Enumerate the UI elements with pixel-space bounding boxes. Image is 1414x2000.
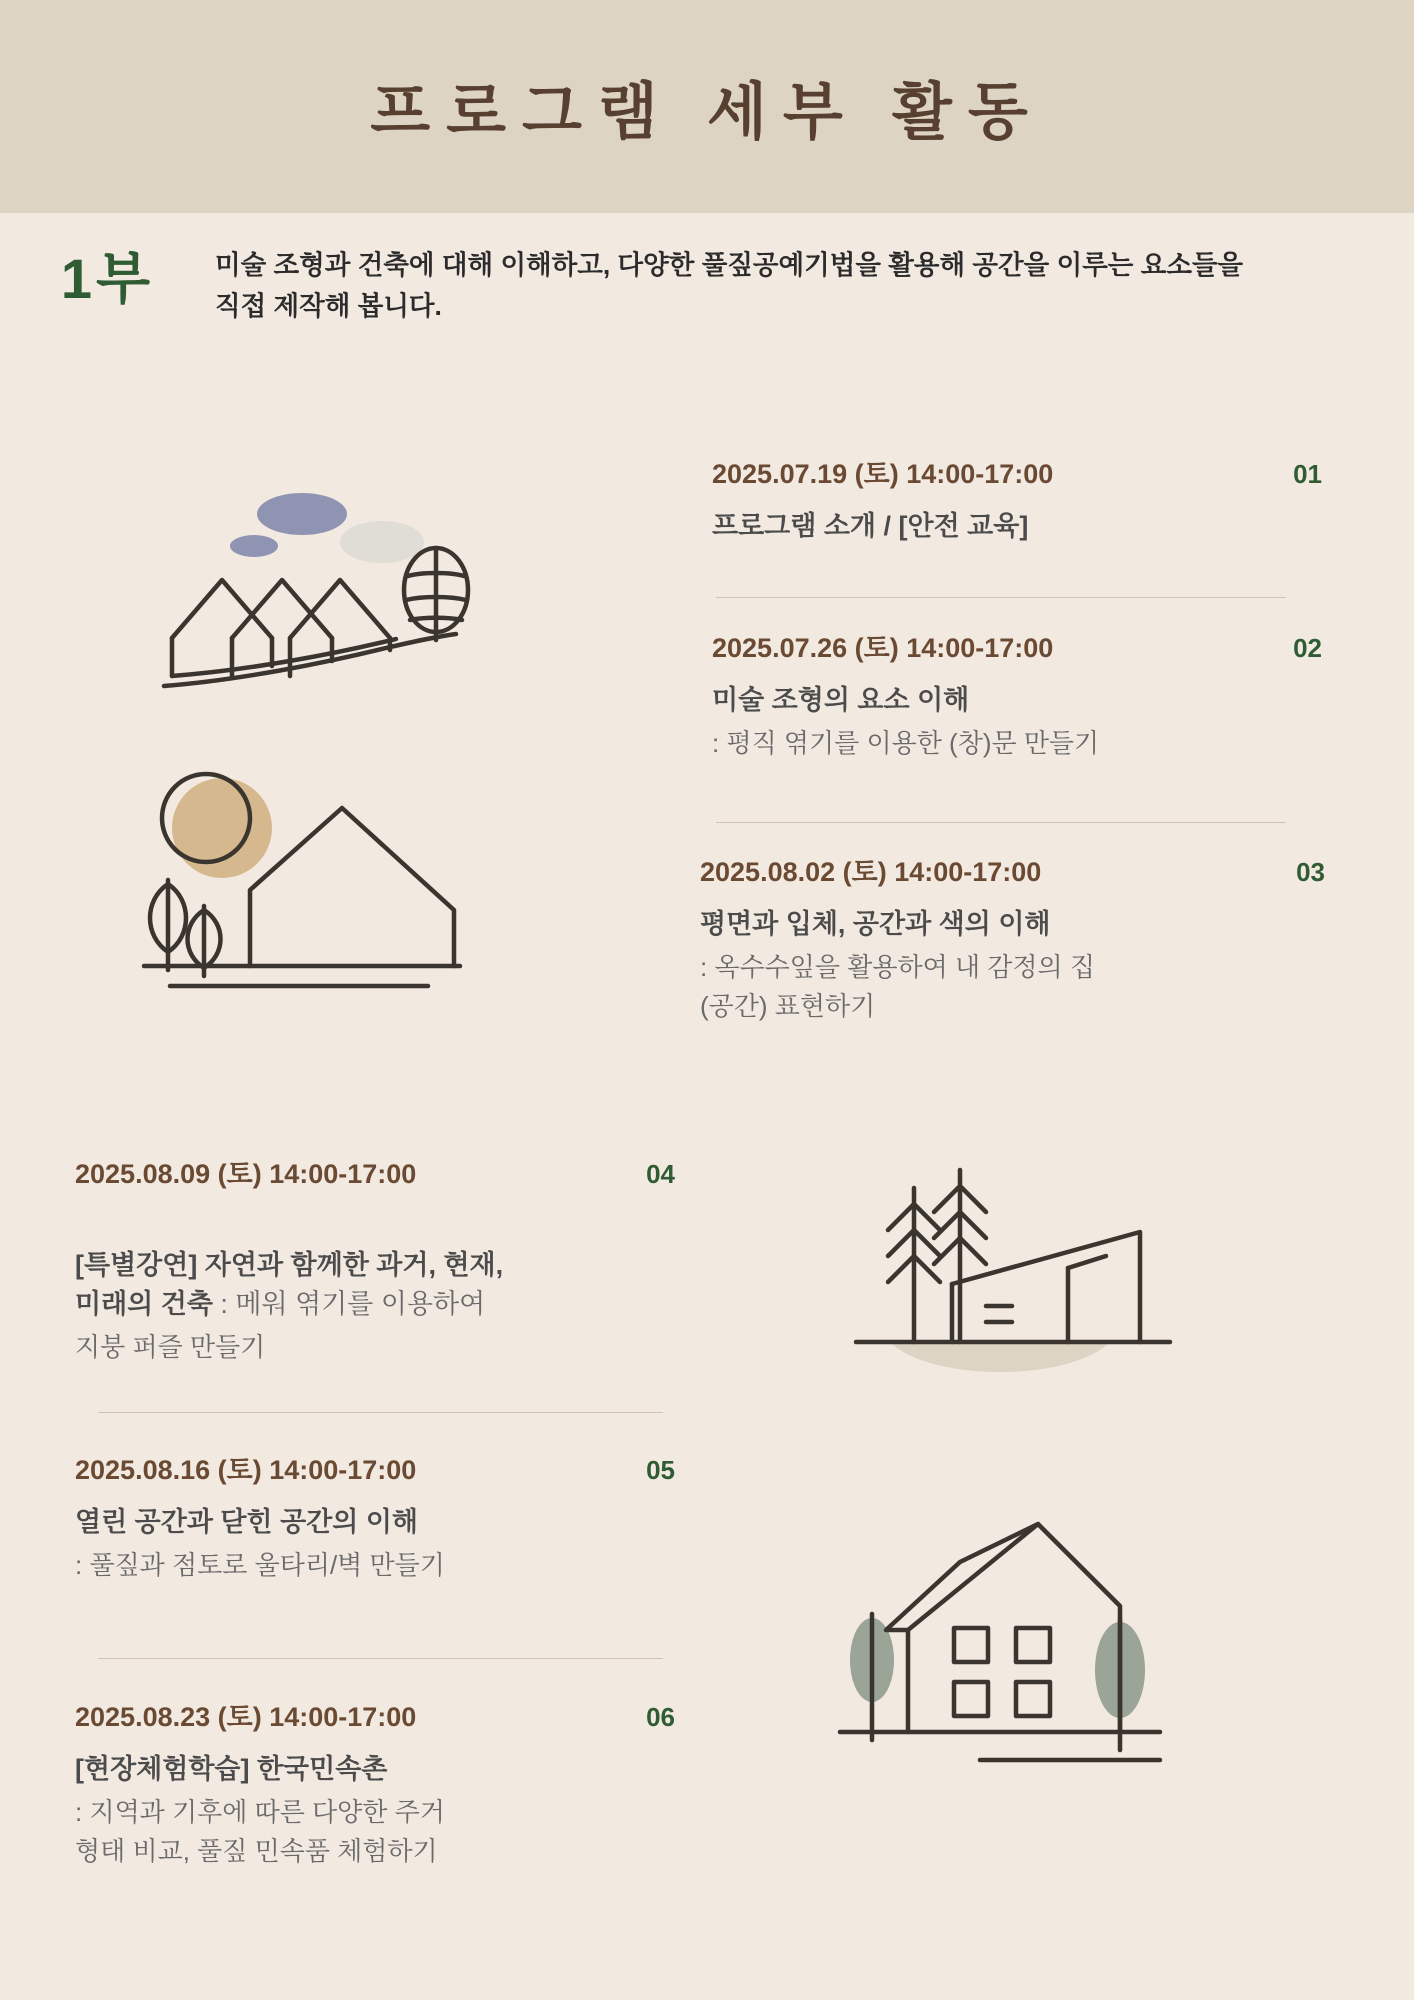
session-description: : 풀짚과 점토로 울타리/벽 만들기 [75,1550,445,1581]
session-number: 01 [1293,459,1322,489]
divider [98,1658,663,1659]
part-badge: 1부 [60,247,155,310]
session-item [75,1448,675,1585]
divider [98,1412,663,1413]
session-title: 평면과 입체, 공간과 색의 이해 [700,909,1051,939]
session-title-strong: [특별강연] 자연과 함께한 과거, 현재, 미래의 건축 [75,1250,504,1320]
session-title-plain: : 메워 엮기를 이용하여 [212,1289,486,1320]
session-header [712,626,1322,665]
session-header [700,850,1325,889]
session-title: 열린 공간과 닫힌 공간의 이해 [75,1507,418,1537]
page-header-band [0,0,1414,213]
session-number: 05 [646,1455,675,1485]
session-title: 미술 조형의 요소 이해 [712,685,970,715]
hillside-houses-clouds-illustration [150,480,570,735]
session-date: 2025.07.26 (토) 14:00-17:00 [712,633,1054,663]
intro-section [0,245,1414,355]
session-header [75,1448,675,1487]
modern-house-pine-trees-illustration [840,1160,1220,1395]
session-description: : 평직 엮기를 이용한 (창)문 만들기 [712,728,1100,759]
session-header [75,1152,675,1191]
session-item [700,850,1325,1026]
session-header [75,1695,675,1734]
session-number: 02 [1293,633,1322,663]
session-item [75,1695,675,1871]
two-story-house-trees-illustration [830,1510,1230,1795]
session-date: 2025.07.19 (토) 14:00-17:00 [712,459,1054,489]
session-title: 프로그램 소개 / [안전 교육] [712,511,1029,541]
house-sun-trees-illustration [130,770,550,1025]
session-title [75,1207,675,1324]
session-item [712,626,1322,763]
session-title: [현장체험학습] 한국민속촌 [75,1754,388,1784]
divider [716,597,1286,598]
session-description: : 옥수수잎을 활용하여 내 감정의 집 (공간) 표현하기 [700,952,1095,1022]
intro-description: 미술 조형과 건축에 대해 이해하고, 다양한 풀짚공예기법을 활용해 공간을 이루는 요소들을 직접 제작해 봅니다. [215,250,1244,322]
session-number: 06 [646,1702,675,1732]
session-date: 2025.08.02 (토) 14:00-17:00 [700,857,1042,887]
page-title: 프로그램 세부 활동 [370,78,1044,147]
session-item [712,452,1322,546]
session-date: 2025.08.09 (토) 14:00-17:00 [75,1159,417,1189]
session-description: 지붕 퍼즐 만들기 [75,1332,266,1363]
session-date: 2025.08.23 (토) 14:00-17:00 [75,1702,417,1732]
session-number: 03 [1296,857,1325,887]
session-item [75,1152,675,1367]
session-date: 2025.08.16 (토) 14:00-17:00 [75,1455,417,1485]
session-header [712,452,1322,491]
divider [716,822,1286,823]
session-number: 04 [646,1159,675,1189]
session-description: : 지역과 기후에 따른 다양한 주거 형태 비교, 풀짚 민속품 체험하기 [75,1797,445,1867]
